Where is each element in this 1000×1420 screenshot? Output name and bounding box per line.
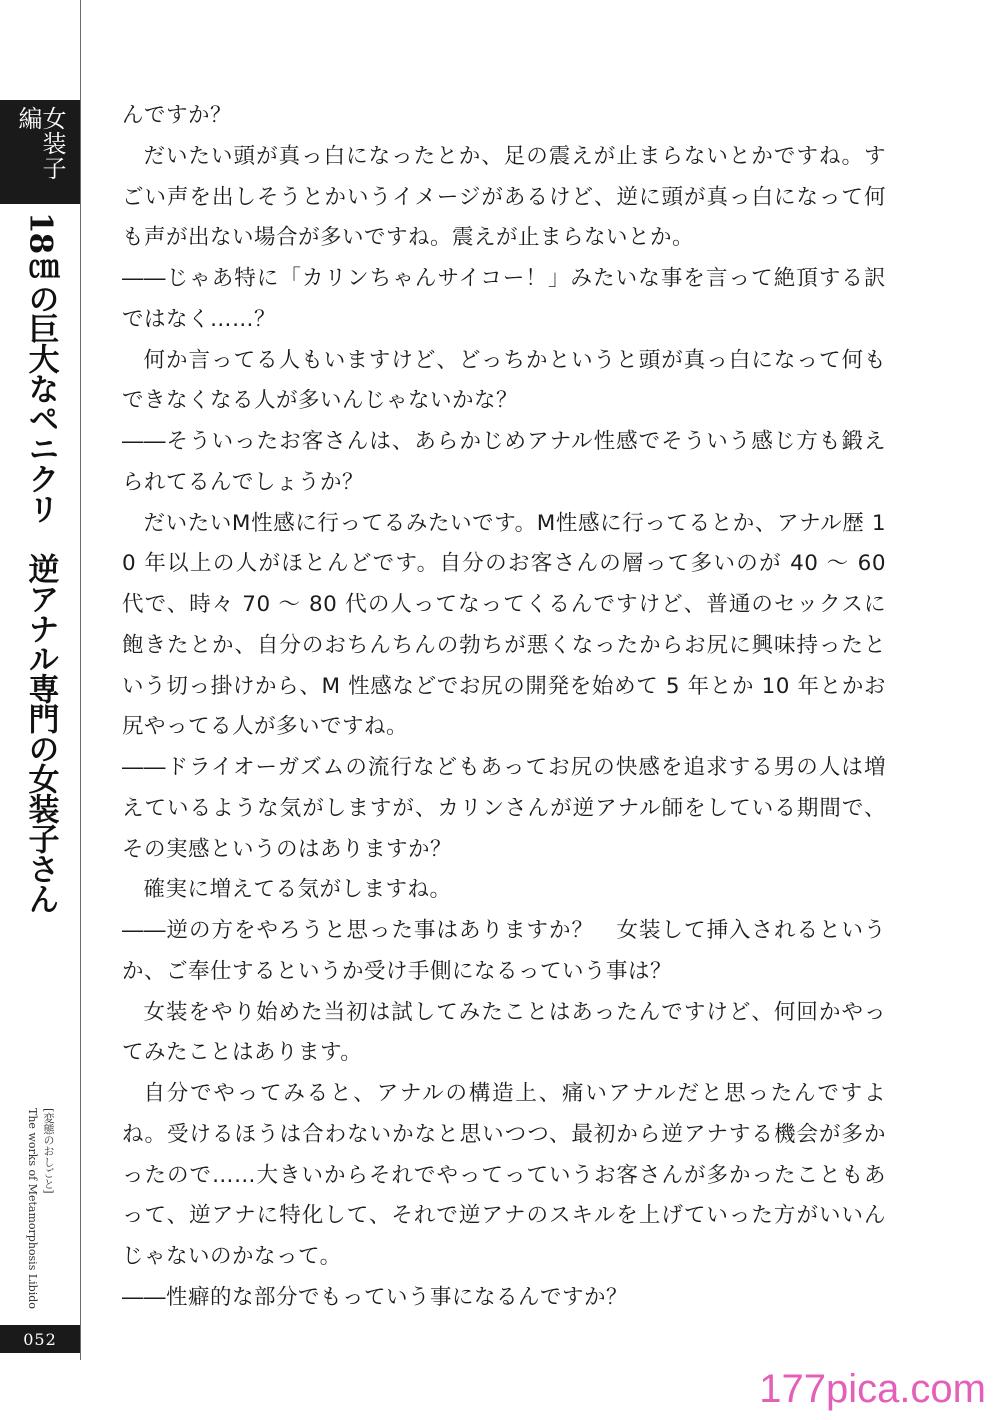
series-note-japanese: [変態のおしごと]	[42, 1108, 55, 1194]
answer-paragraph: 女装をやり始めた当初は試してみたことはあったんですけど、何回かやってみたことはあります。	[122, 999, 886, 1066]
answer-paragraph: 自分でやってみると、アナルの構造上、痛いアナルだと思ったんですよね。受けるほうは合わないかなと思いつつ、最初から逆アナする機会が多かったので……大きいからそれでやってっていうお客さんが多かったこともあって、逆アナに特化して、それで逆アナのスキルを上げていった方がいいんじゃないのかなって。	[122, 1081, 886, 1269]
interview-body	[122, 96, 894, 1319]
category-label: 女装子編	[14, 106, 66, 181]
series-note	[0, 1108, 80, 1323]
series-note-english: The works of Metamorphosis Libido	[26, 1108, 39, 1309]
margin-divider	[80, 0, 81, 1360]
interviewer-question: ――性癖的な部分でもっていう事になるんですか？	[122, 1284, 629, 1310]
chapter-title	[0, 212, 80, 914]
chapter-title-text: 18㎝の巨大なペニクリ 逆アナル専門の女装子さん	[22, 212, 59, 914]
interviewer-question: ――ドライオーガズムの流行などもあってお尻の快感を追求する男の人は増えているような気がしますが、カリンさんが逆アナル師をしている期間で、その実感というのはありますか？	[122, 755, 886, 862]
answer-paragraph: だいたいM性感に行ってるみたいです。M性感に行ってるとか、アナル歴 10 年以上の人がほとんどです。自分のお客さんの層って多いのが 40 ～ 60 代で、時々 70 ～ 80 代の人ってなってくるんですけど、普通のセックスに飽きたとか、自分のおちんちんの勃ちが悪くなったからお尻に興味持ったという切っ掛けから、M 性感などでお尻の開発を始めて 5 年とか 10 年とかお尻やってる人が多いですね。	[122, 510, 894, 740]
interviewer-question: ――逆の方をやろうと思った事はありますか？ 女装して挿入されるというか、ご奉仕するというか受け手側になるっていう事は？	[122, 918, 886, 984]
page-number: 052	[0, 1325, 80, 1353]
interviewer-question: ――そういったお客さんは、あらかじめアナル性感でそういう感じ方も鍛えられてるんでしょうか？	[122, 429, 886, 495]
continued-text: んですか？	[122, 103, 233, 128]
category-tab	[0, 100, 80, 204]
answer-paragraph: 何か言ってる人もいますけど、どっちかというと頭が真っ白になって何もできなくなる人が多いんじゃないかな？	[122, 347, 886, 414]
site-watermark: 177pica.com	[759, 1367, 986, 1411]
interviewer-question: ――じゃあ特に「カリンちゃんサイコー！」みたいな事を言って絶頂する訳ではなく……？	[122, 266, 886, 332]
answer-paragraph: だいたい頭が真っ白になったとか、足の震えが止まらないとかですね。すごい声を出しそうとかいうイメージがあるけど、逆に頭が真っ白になって何も声が出ない場合が多いですね。震えが止まらないとか。	[122, 143, 886, 251]
answer-paragraph: 確実に増えてる気がしますね。	[143, 877, 452, 903]
